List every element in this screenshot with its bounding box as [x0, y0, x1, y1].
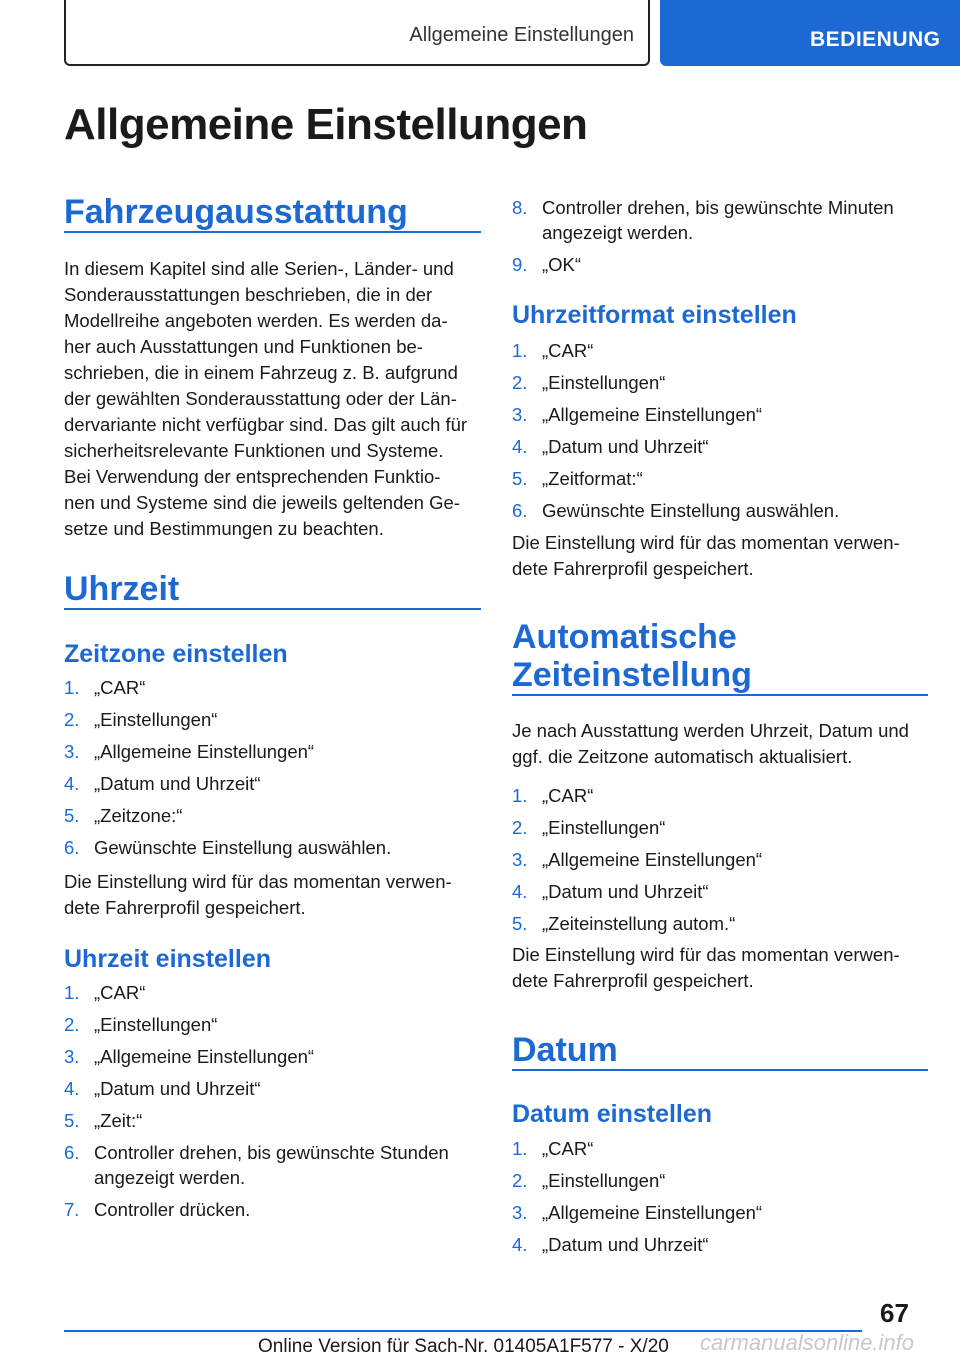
heading-zeitzone-einstellen: Zeitzone einstellen	[64, 640, 288, 668]
page-number: 67	[880, 1298, 909, 1328]
list-item: 4. „Datum und Uhrzeit“	[512, 881, 709, 902]
automatische-intro: Je nach Ausstattung werden Uhrzeit, Datum und ggf. die Zeitzone automatisch aktualisiert.	[512, 720, 909, 767]
list-item: 3. „Allgemeine Einstellungen“	[512, 849, 763, 870]
list-item: 5. „Zeitzone:“	[64, 805, 183, 826]
list-item: 5. „Zeitformat:“	[512, 468, 643, 489]
list-item: 2. „Einstellungen“	[512, 817, 666, 838]
uhrzeit-steps	[64, 980, 481, 1229]
list-item: 9. „OK“	[512, 254, 582, 275]
automatische-steps	[512, 783, 928, 943]
header-section-box	[64, 0, 650, 66]
list-item: 2. „Einstellungen“	[64, 1014, 218, 1035]
page-title: Allgemeine Einstellungen	[64, 100, 588, 149]
list-item: 1. „CAR“	[512, 340, 594, 361]
list-item: 3. „Allgemeine Einstellungen“	[64, 1046, 315, 1067]
list-item: 4. „Datum und Uhrzeit“	[512, 436, 709, 457]
list-item: 3. „Allgemeine Einstellungen“	[512, 1202, 763, 1223]
list-item: 6. Gewünschte Einstellung auswählen.	[512, 500, 840, 521]
list-item: 2. „Einstellungen“	[64, 709, 218, 730]
list-item: 8. Controller drehen, bis gewünschte Minuten angezeigt werden.	[512, 197, 894, 243]
heading-uhrzeit-einstellen: Uhrzeit einstellen	[64, 945, 271, 973]
list-item: 6. Gewünschte Einstellung auswählen.	[64, 837, 392, 858]
uhrzeit-steps-continued	[512, 195, 928, 284]
header-chapter-tab	[660, 0, 960, 66]
list-item: 4. „Datum und Uhrzeit“	[512, 1234, 709, 1255]
footer-version-text: Online Version für Sach-Nr. 01405A1F577 - X/20	[258, 1336, 669, 1357]
heading-fahrzeugausstattung: Fahrzeugausstattung	[64, 193, 481, 233]
list-item: 3. „Allgemeine Einstellungen“	[64, 741, 315, 762]
list-item: 1. „CAR“	[64, 677, 146, 698]
heading-uhrzeitformat-einstellen: Uhrzeitformat einstellen	[512, 301, 797, 329]
list-item: 1. „CAR“	[512, 785, 594, 806]
zeitzone-note: Die Einstellung wird für das momentan verwen- dete Fahrerprofil gespeichert.	[64, 871, 452, 918]
datum-steps	[512, 1136, 928, 1264]
list-item: 5. „Zeit:“	[64, 1110, 143, 1131]
list-item: 5. „Zeiteinstellung autom.“	[512, 913, 736, 934]
list-item: 1. „CAR“	[512, 1138, 594, 1159]
list-item: 1. „CAR“	[64, 982, 146, 1003]
list-item: 2. „Einstellungen“	[512, 1170, 666, 1191]
list-item: 4. „Datum und Uhrzeit“	[64, 773, 261, 794]
heading-datum-einstellen: Datum einstellen	[512, 1100, 713, 1128]
header-chapter-label: BEDIENUNG	[810, 28, 941, 51]
list-item: 3. „Allgemeine Einstellungen“	[512, 404, 763, 425]
header-section-title: Allgemeine Einstellungen	[409, 24, 634, 46]
zeitzone-steps	[64, 675, 481, 867]
automatische-note: Die Einstellung wird für das momentan verwen- dete Fahrerprofil gespeichert.	[512, 944, 900, 991]
uhrzeitformat-steps	[512, 338, 928, 530]
heading-uhrzeit: Uhrzeit	[64, 570, 481, 610]
watermark: carmanualsonline.info	[700, 1330, 915, 1355]
list-item: 6. Controller drehen, bis gewünschte Stunden angezeigt werden.	[64, 1142, 449, 1188]
heading-automatische-zeiteinstellung: Automatische Zeiteinstellung	[512, 618, 928, 696]
heading-datum: Datum	[512, 1031, 928, 1071]
list-item: 7. Controller drücken.	[64, 1199, 251, 1220]
fahrzeugausstattung-text: In diesem Kapitel sind alle Serien-, Länder- und Sonderausstattungen beschrieben, die in der Modellreihe angeboten werden. Es werden da- her auch Ausstattungen und Funktionen be- schrieben, die in einem Fahrzeug z. B. aufgrund der gewählten Sonderausstattung oder der Län- dervariante nicht verfügbar sind. Das gilt auch für sicherheitsrelevante Funktionen und Systeme. Bei Verwendung der entsprechenden Funktio- nen und Systeme sind die jeweils geltenden Ge- setze und Bestimmungen zu beachten.	[64, 258, 468, 539]
list-item: 4. „Datum und Uhrzeit“	[64, 1078, 261, 1099]
uhrzeitformat-note: Die Einstellung wird für das momentan verwen- dete Fahrerprofil gespeichert.	[512, 532, 900, 579]
list-item: 2. „Einstellungen“	[512, 372, 666, 393]
